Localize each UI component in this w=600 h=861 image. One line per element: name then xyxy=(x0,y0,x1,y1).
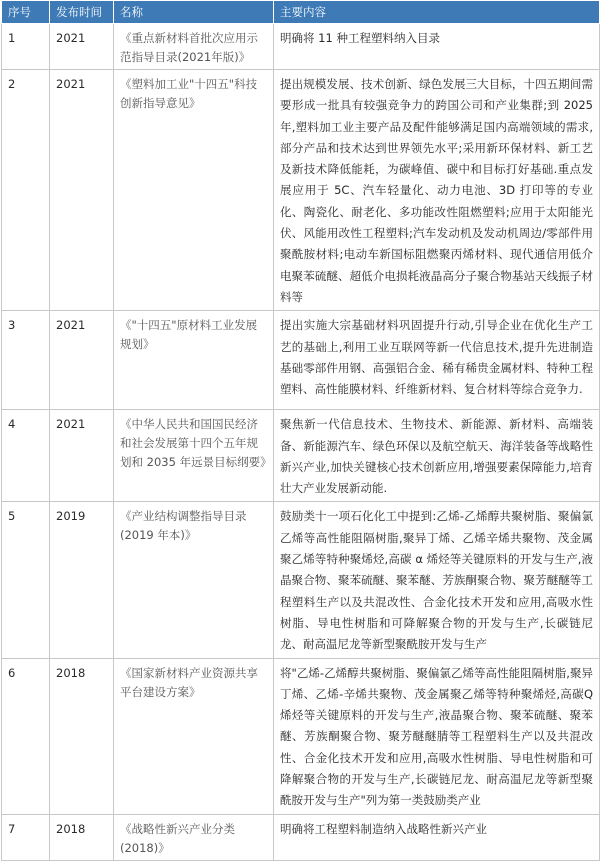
table-row xyxy=(2,410,600,502)
header-index: 序号 xyxy=(2,1,50,24)
row-name: 《重点新材料首批次应用示范指导目录(2021年版)》 xyxy=(114,24,274,70)
row-date: 2021 xyxy=(50,24,114,70)
row-content: 明确将工程塑料制造纳入战略性新兴产业 xyxy=(274,814,600,860)
row-name: 《国家新材料产业资源共享平台建设方案》 xyxy=(114,658,274,814)
policy-table xyxy=(1,0,600,861)
table-row xyxy=(2,502,600,658)
row-date: 2019 xyxy=(50,502,114,658)
row-index: 7 xyxy=(2,814,50,860)
row-date: 2018 xyxy=(50,658,114,814)
row-date: 2018 xyxy=(50,814,114,860)
row-content: 将"乙烯-乙烯醇共聚树脂、聚偏氯乙烯等高性能阻隔树脂,聚异丁烯、乙烯-辛烯共聚物、茂金属聚乙烯等特种聚烯烃,高碳Q烯烃等关键原料的开发与生产,液晶聚合物、聚苯硫醚、聚苯醚、芳族酮聚合物、聚芳醚醚腈等工程塑料生产以及共混改性、合金化技术开发和应用,高吸水性树脂、导电性树脂和可降解聚合物的开发与生产,长碳链尼龙、耐高温尼龙等新型聚酰胺开发与生产"列为第一类鼓励类产业 xyxy=(274,658,600,814)
row-content: 聚焦新一代信息技术、生物技术、新能源、新材料、高端装备、新能源汽车、绿色环保以及航空航天、海洋装备等战略性新兴产业,加快关键核心技术创新应用,增强要素保障能力,培育壮大产业发展新动能. xyxy=(274,410,600,502)
row-content: 鼓励类十一项石化化工中提到:乙烯-乙烯醇共聚树脂、聚偏氯乙烯等高性能阻隔树脂,聚异丁烯、乙烯辛烯共聚物、茂金属聚乙烯等特种聚烯烃,高碳 α 烯烃等关键原料的开发与生产,液晶聚合物、聚苯硫醚、聚苯醚、芳族酮聚合物、聚芳醚醚等工程塑料生产以及共混改性、合金化技术开发和应用,高吸水性树脂、导电性树脂和可降解聚合物的开发与生产,长碳链尼龙、耐高温尼龙等新型聚酰胺开发与生产 xyxy=(274,502,600,658)
row-content: 提出规模发展、技术创新、绿色发展三大目标，十四五期间需要形成一批具有较强竞争力的跨国公司和产业集群;到 2025 年,塑料加工业主要产品及配件能够满足国内高端领域的需求,部分产品和技术达到世界领先水平;采用新环保材料、新工艺及新技术降低能耗，为碳峰值、碳中和目标打好基础.重点发展应用于 5C、汽车轻量化、动力电池、3D 打印等的专业化、陶瓷化、耐老化、多功能改性阻燃塑料;应用于太阳能光伏、风能用改性工程塑料;汽车发动机及发动机周边/零部件用聚酰胺材料;电动车新国标阻燃聚丙烯材料、现代通信用低介电聚苯硫醚、超低介电损耗液晶高分子聚合物基站天线振子材料等 xyxy=(274,70,600,311)
table-row xyxy=(2,311,600,410)
row-date: 2021 xyxy=(50,70,114,311)
row-content: 明确将 11 种工程塑料纳入目录 xyxy=(274,24,600,70)
header-date: 发布时间 xyxy=(50,1,114,24)
row-date: 2021 xyxy=(50,311,114,410)
table-row xyxy=(2,24,600,70)
row-name: 《塑料加工业"十四五"科技创新指导意见》 xyxy=(114,70,274,311)
row-index: 3 xyxy=(2,311,50,410)
row-name: 《"十四五"原材料工业发展规划》 xyxy=(114,311,274,410)
row-index: 6 xyxy=(2,658,50,814)
table-row xyxy=(2,814,600,860)
table-row xyxy=(2,658,600,814)
row-name: 《产业结构调整指导目录(2019 年本)》 xyxy=(114,502,274,658)
row-index: 1 xyxy=(2,24,50,70)
table-row xyxy=(2,70,600,311)
row-name: 《中华人民共和国国民经济和社会发展第十四个五年规划和 2035 年远景目标纲要》 xyxy=(114,410,274,502)
row-index: 4 xyxy=(2,410,50,502)
row-index: 2 xyxy=(2,70,50,311)
header-name: 名称 xyxy=(114,1,274,24)
row-date: 2021 xyxy=(50,410,114,502)
row-index: 5 xyxy=(2,502,50,658)
table-header-row xyxy=(2,1,600,24)
row-content: 提出实施大宗基础材料巩固提升行动,引导企业在优化生产工艺的基础上,利用工业互联网等新一代信息技术,提升先进制造基础零部件用钢、高强铝合金、稀有稀贵金属材料、特种工程塑料、高性能膜材料、纤维新材料、复合材料等综合竞争力. xyxy=(274,311,600,410)
row-name: 《战略性新兴产业分类(2018)》 xyxy=(114,814,274,860)
header-content: 主要内容 xyxy=(274,1,600,24)
